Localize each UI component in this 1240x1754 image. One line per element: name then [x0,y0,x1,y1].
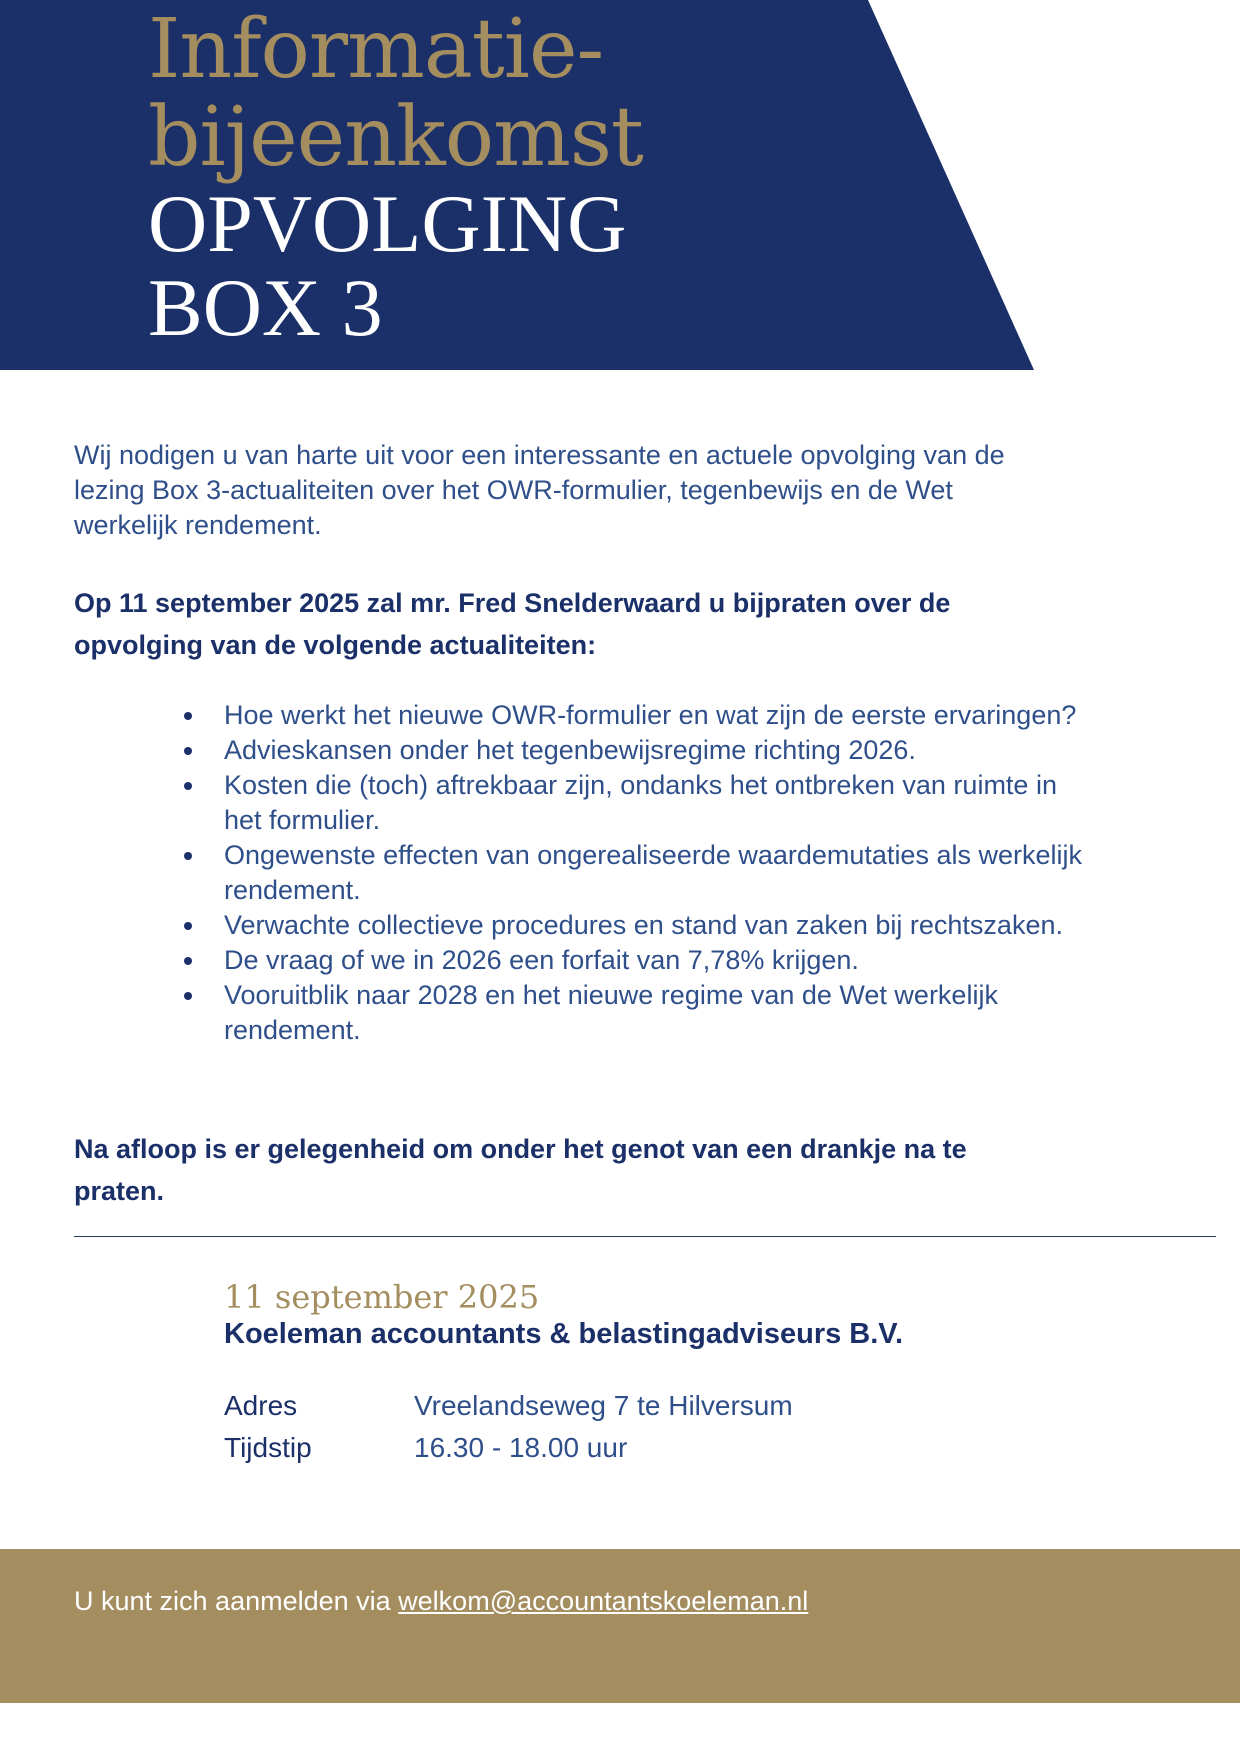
list-item [184,768,1089,838]
bullet-icon [184,992,192,1000]
list-item-text: Ongewenste effecten van ongerealiseerde waardemutaties als werkelijk rendement. [224,840,1082,905]
list-item-text: Hoe werkt het nieuwe OWR-formulier en wat zijn de eerste ervaringen? [224,700,1077,730]
list-item-text: Advieskansen onder het tegenbewijsregime richting 2026. [224,735,916,765]
signup-label: U kunt zich aanmelden via [74,1586,399,1616]
signup-email-link[interactable]: welkom@accountantskoeleman.nl [398,1586,809,1616]
bullet-icon [184,782,192,790]
time-label: Tijdstip [224,1432,312,1463]
bullet-icon [184,957,192,965]
page-title [148,2,643,353]
event-organization: Koeleman accountants & belastingadviseurs B.V. [224,1318,904,1350]
list-item [184,908,1089,943]
list-item [184,943,1089,978]
bullet-icon [184,922,192,930]
bullet-icon [184,712,192,720]
time-value: 16.30 - 18.00 uur [414,1432,628,1463]
bullet-icon [184,852,192,860]
list-item-text: Kosten die (toch) aftrekbaar zijn, ondanks het ontbreken van ruimte in het formulier. [224,770,1057,835]
address-label: Adres [224,1390,298,1421]
list-item [184,733,1089,768]
title-line-3: OPVOLGING [148,178,627,269]
title-line-2: bijeenkomst [148,90,643,185]
intro-paragraph: Wij nodigen u van harte uit voor een interessante en actuele opvolging van de lezing Box 3-actualiteiten over het OWR-formulier, tegenbewijs en de Wet werkelijk rendement. [74,440,1005,540]
address-row [224,1390,793,1422]
list-item [184,838,1089,908]
list-item [184,698,1089,733]
list-item-text: Vooruitblik naar 2028 en het nieuwe regime van de Wet werkelijk rendement. [224,980,998,1045]
lead-paragraph: Op 11 september 2025 zal mr. Fred Snelderwaard u bijpraten over de opvolging van de volgende actualiteiten: [74,588,951,660]
time-row [224,1432,627,1464]
list-item-text: Verwachte collectieve procedures en stand van zaken bij rechtszaken. [224,910,1063,940]
divider [74,1236,1216,1237]
bullet-icon [184,747,192,755]
footer-band [0,1549,1240,1703]
title-line-4: BOX 3 [148,262,383,353]
address-value: Vreelandseweg 7 te Hilversum [414,1390,793,1421]
topic-list [184,698,1089,1048]
list-item [184,978,1089,1048]
title-line-1: Informatie- [148,2,604,97]
signup-text [74,1586,808,1617]
list-item-text: De vraag of we in 2026 een forfait van 7,78% krijgen. [224,945,859,975]
closing-paragraph: Na afloop is er gelegenheid om onder het genot van een drankje na te praten. [74,1134,967,1206]
event-date: 11 september 2025 [224,1278,540,1316]
